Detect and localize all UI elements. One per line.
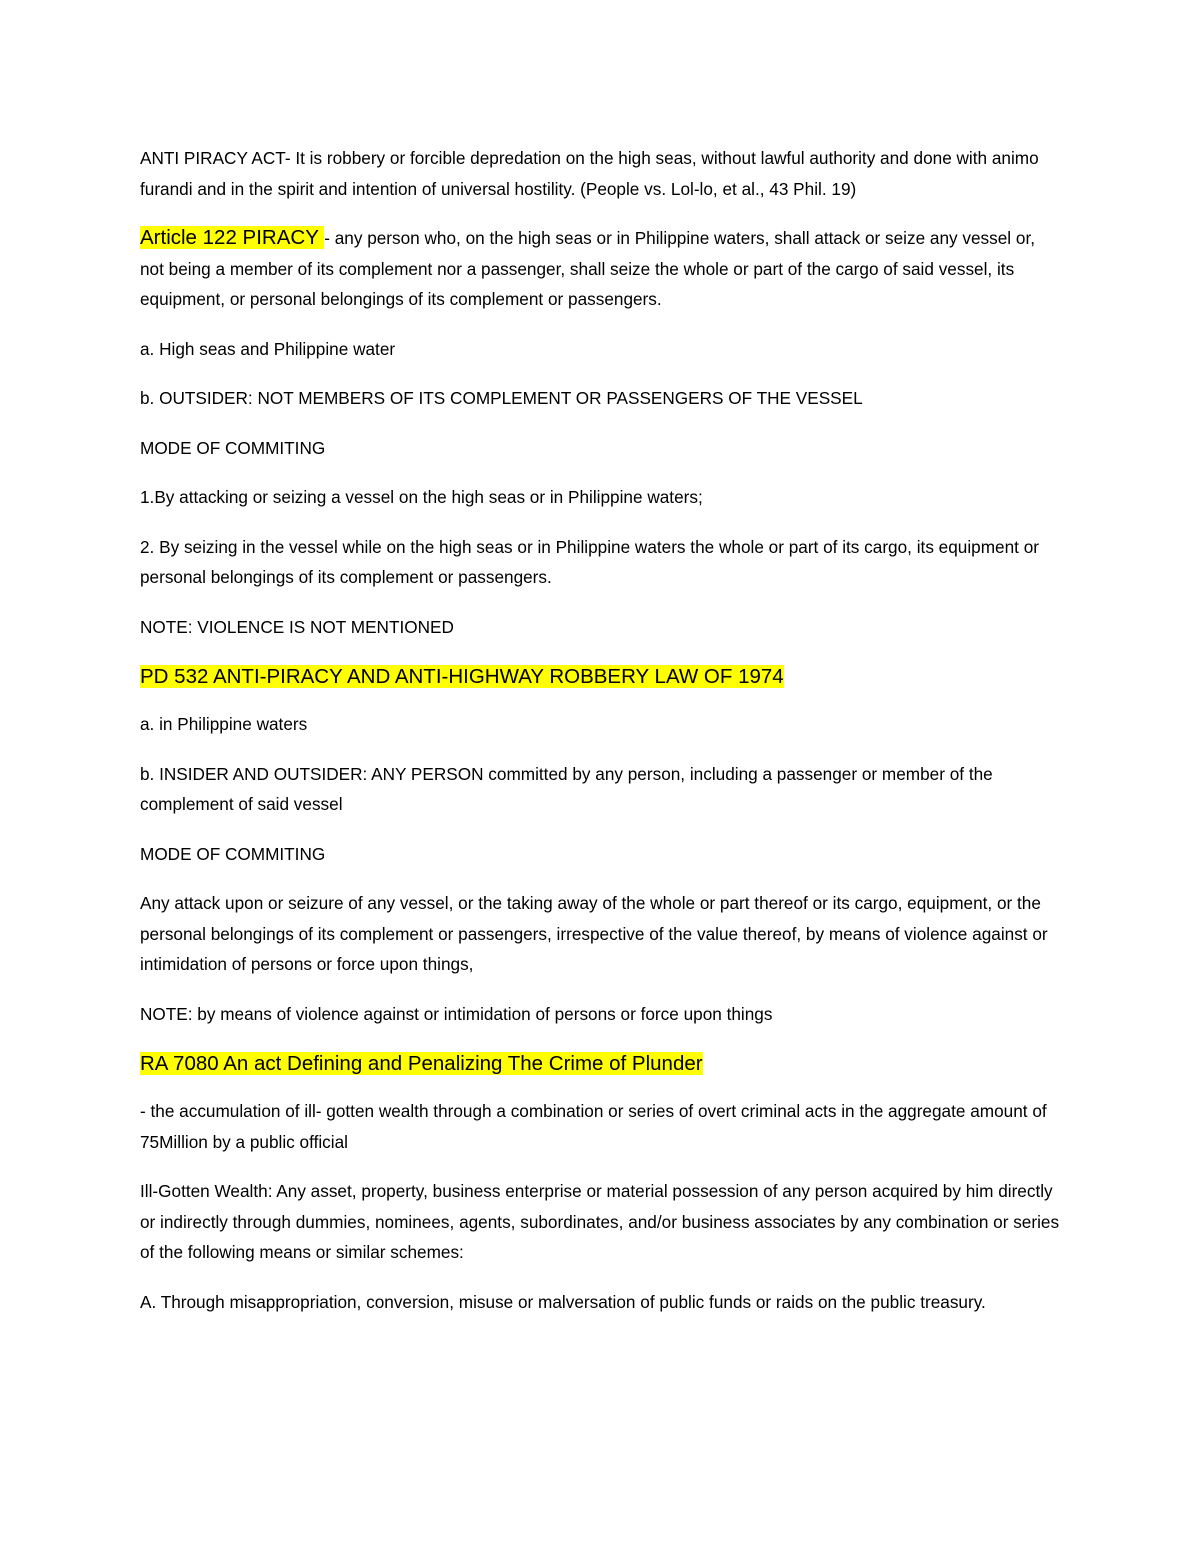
mode-1-item-1: 1.By attacking or seizing a vessel on the high seas or in Philippine waters; (140, 487, 703, 507)
article-122-title: Article 122 PIRACY (140, 226, 325, 249)
pd-532-item-b: b. INSIDER AND OUTSIDER: ANY PERSON committed by any person, including a passenger or member of the complement of said vessel (140, 763, 993, 814)
ill-gotten-wealth-paragraph: Ill-Gotten Wealth: Any asset, property, business enterprise or material possession of any person acquired by him directly or indirectly through dummies, nominees, agents, subordinates, and/or business associates by any combination or series of the following means or similar schemes: (140, 1181, 1060, 1262)
pd-532-item-a: a. in Philippine waters (140, 714, 308, 734)
ra-7080-definition: - the accumulation of ill- gotten wealth through a combination or series of overt criminal acts in the aggregate amount of 75Million by a public official (140, 1101, 1047, 1152)
ra-7080-title: RA 7080 An act Defining and Penalizing The Crime of Plunder (140, 1052, 703, 1075)
mode-2-body: Any attack upon or seizure of any vessel, or the taking away of the whole or part thereof or its cargo, equipment, or the personal belongings of its complement or passengers, irrespective of the value thereof, by means of violence against or intimidation of persons or force upon things, (140, 893, 1048, 974)
ra-7080-heading (140, 1048, 1060, 1079)
mode-of-commiting-heading-1: MODE OF COMMITING (140, 437, 326, 458)
note-1: NOTE: VIOLENCE IS NOT MENTIONED (140, 616, 454, 637)
article-122-paragraph (140, 223, 1060, 315)
article-122-item-a: a. High seas and Philippine water (140, 338, 396, 359)
anti-piracy-act-paragraph: ANTI PIRACY ACT- It is robbery or forcible depredation on the high seas, without lawful authority and done with animo furandi and in the spirit and intention of universal hostility. (People vs. Lol-lo, et al., 43 Phil. 19) (140, 148, 1039, 199)
article-122-item-b: b. OUTSIDER: NOT MEMBERS OF ITS COMPLEMENT OR PASSENGERS OF THE VESSEL (140, 388, 863, 408)
mode-of-commiting-heading-2: MODE OF COMMITING (140, 843, 326, 864)
article-122-body: - any person who, on the high seas or in Philippine waters, shall attack or seize any vessel or, not being a member of its complement nor a passenger, shall seize the whole or part of the cargo of said vessel, its equipment, or personal belongings of its complement or passengers. (140, 228, 1035, 309)
pd-532-heading (140, 661, 1060, 692)
pd-532-title: PD 532 ANTI-PIRACY AND ANTI-HIGHWAY ROBBERY LAW OF 1974 (140, 665, 784, 688)
mode-1-item-2: 2. By seizing in the vessel while on the high seas or in Philippine waters the whole or part of its cargo, its equipment or personal belongings of its complement or passengers. (140, 536, 1040, 587)
note-2: NOTE: by means of violence against or intimidation of persons or force upon things (140, 1003, 773, 1024)
item-a-paragraph: A. Through misappropriation, conversion, misuse or malversation of public funds or raids on the public treasury. (140, 1291, 986, 1312)
